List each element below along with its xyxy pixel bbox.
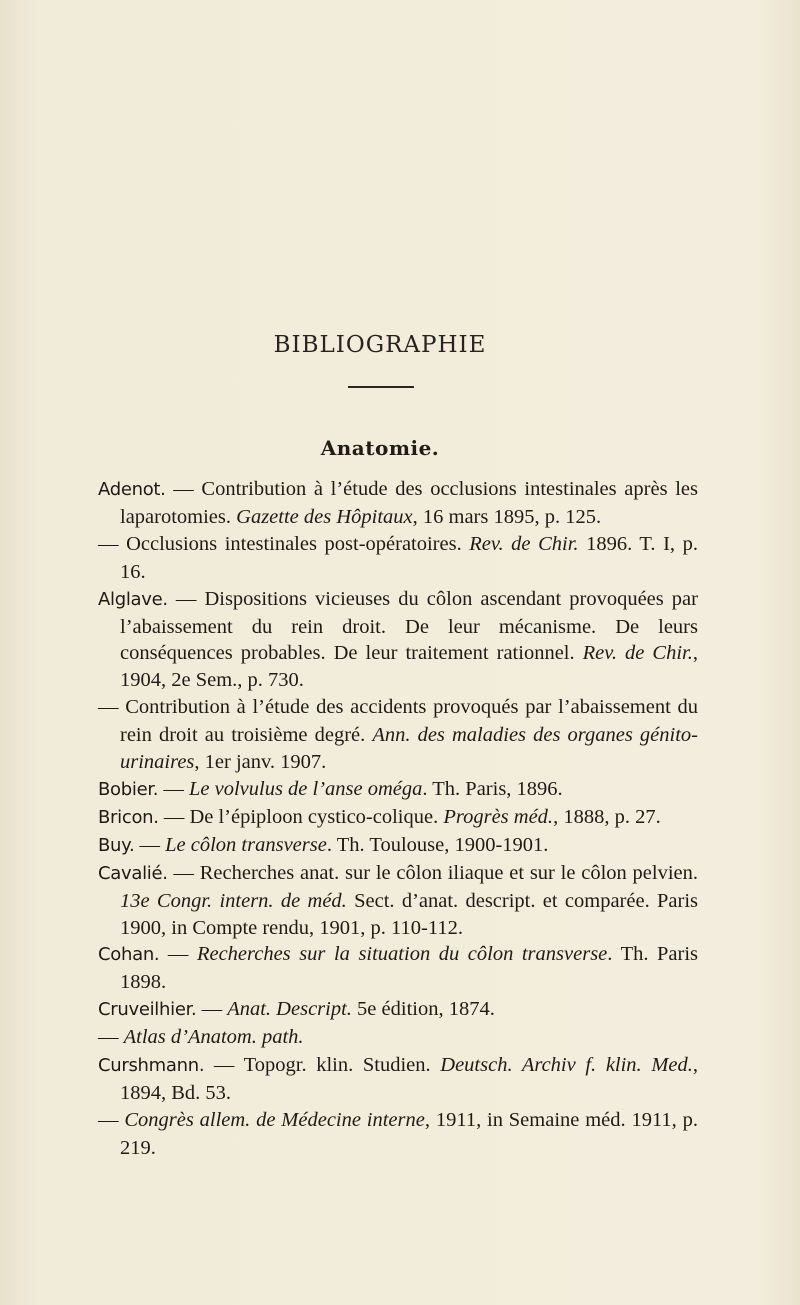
entry-author: Cruveilhier. xyxy=(98,999,197,1021)
entry-author: Bobier. xyxy=(98,778,159,800)
bibliography-entry xyxy=(98,941,698,996)
entry-journal: Le côlon transverse xyxy=(165,833,327,856)
entry-rest: , 1er janv. 1907. xyxy=(194,751,327,774)
entry-journal: Rev. de Chir. xyxy=(582,642,693,665)
entry-text: — Contribution à l’étude des accidents provoqués par l’abaissement du rein droit au troisième degré. xyxy=(98,696,698,747)
bibliography-entry xyxy=(98,1052,698,1107)
entry-author: Buy. xyxy=(98,834,135,856)
entry-rest: , 1888, p. 27. xyxy=(553,805,661,828)
entry-author: Bricon. xyxy=(98,806,159,828)
entry-rest: , 16 mars 1895, p. 125. xyxy=(412,505,602,528)
title-divider xyxy=(348,386,414,388)
entry-journal: Le volvulus de l’anse oméga xyxy=(188,777,423,800)
bibliography-entry xyxy=(98,531,698,586)
bibliography-entry xyxy=(98,1107,698,1162)
entry-rest: , 1894, Bd. 53. xyxy=(120,1054,698,1104)
entry-author: Curshmann. xyxy=(98,1055,205,1077)
entry-text: — Contribution à l’étude des occlusions intestinales après les laparotomies. xyxy=(120,478,698,528)
entry-text: — xyxy=(98,1108,125,1131)
bibliography-entry xyxy=(98,586,698,695)
entry-rest: . Th. Paris 1898. xyxy=(120,943,699,994)
entry-journal: Congrès allem. de Médecine interne xyxy=(124,1108,425,1131)
bibliography-entry xyxy=(98,804,698,832)
bibliography-list xyxy=(98,476,698,1162)
page-title: BIBLIOGRAPHIE xyxy=(273,332,487,358)
entry-author: Alglave. xyxy=(98,588,168,610)
section-heading: Anatomie. xyxy=(320,436,440,460)
bibliography-entry xyxy=(98,832,698,860)
entry-text: — Occlusions intestinales post-opératoires. xyxy=(98,532,470,555)
entry-text: — xyxy=(159,943,197,966)
entry-rest: , 1904, 2e Sem., p. 730. xyxy=(120,642,698,692)
entry-journal: 13e Congr. intern. de méd. xyxy=(120,889,347,912)
entry-rest: Sect. d’anat. descript. et comparée. Paris 1900, in Compte rendu, 1901, p. 110-112. xyxy=(120,889,698,939)
bibliography-entry xyxy=(98,860,698,942)
entry-journal: Deutsch. Archiv f. klin. Med. xyxy=(440,1054,693,1077)
entry-text: — Recherches anat. sur le côlon iliaque et sur le côlon pelvien. xyxy=(167,861,698,884)
entry-rest: , 1911, in Semaine méd. 1911, p. 219. xyxy=(120,1108,699,1159)
bibliography-entry xyxy=(98,776,698,804)
entry-journal: Recherches sur la situation du côlon transverse xyxy=(196,943,608,966)
entry-text: — xyxy=(134,833,166,856)
entry-journal: Ann. des maladies des organes génito-urinaires xyxy=(120,724,698,774)
entry-author: Adenot. xyxy=(98,479,166,500)
entry-journal: Rev. de Chir. xyxy=(469,532,579,555)
entry-text: — xyxy=(196,998,228,1021)
entry-journal: Anat. Descript. xyxy=(227,998,352,1021)
entry-journal: Gazette des Hôpitaux xyxy=(236,505,413,528)
entry-journal: Atlas d’Anatom. path. xyxy=(123,1026,304,1049)
entry-rest: . Th. Toulouse, 1900-1901. xyxy=(326,833,549,856)
entry-text: — xyxy=(158,777,189,800)
bibliography-entry xyxy=(98,694,698,776)
bibliography-entry xyxy=(98,996,698,1024)
entry-text: — Topogr. klin. Studien. xyxy=(204,1054,441,1077)
entry-journal: Progrès méd. xyxy=(443,805,554,828)
entry-author: Cohan. xyxy=(98,944,160,966)
entry-text: — De l’épiploon cystico-colique. xyxy=(158,805,444,828)
bibliography-entry xyxy=(98,476,698,531)
entry-text: — Dispositions vicieuses du côlon ascendant provoquées par l’abaissement du rein droit. De leur mécanisme. De leurs conséquences probables. De leur traitement rationnel. xyxy=(120,587,698,665)
bibliography-entry xyxy=(98,1024,698,1052)
entry-rest: 1896. T. I, p. 16. xyxy=(120,532,698,583)
entry-author: Cavalié. xyxy=(98,862,168,884)
entry-text: — xyxy=(98,1026,124,1049)
entry-rest: 5e édition, 1874. xyxy=(351,998,495,1021)
entry-rest: . Th. Paris, 1896. xyxy=(422,777,563,800)
